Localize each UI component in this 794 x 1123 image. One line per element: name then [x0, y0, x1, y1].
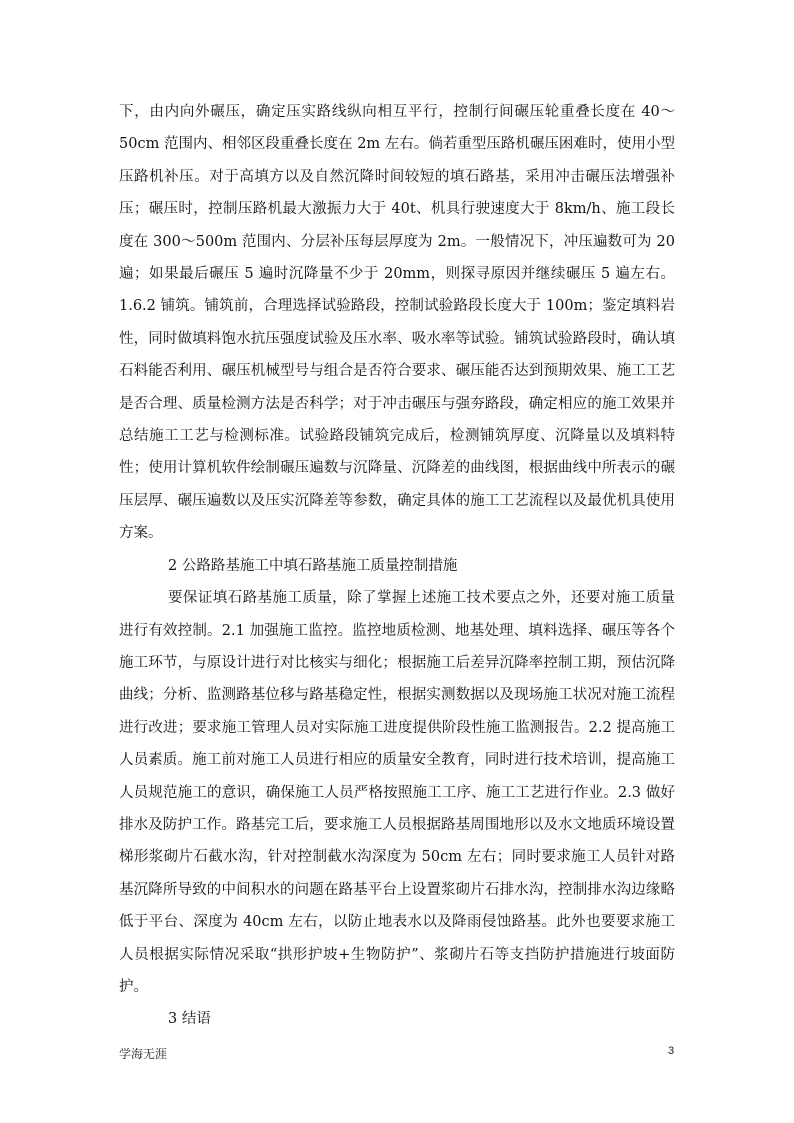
section-heading-2: 2 公路路基施工中填石路基施工质量控制措施 — [168, 557, 458, 574]
footer-text: 学海无涯 — [119, 1047, 168, 1061]
body-paragraph-quality-control: 要保证填石路基施工质量，除了掌握上述施工技术要点之外，还要对施工质量进行有效控制。2.1 加强施工监控。监控地质检测、地基处理、填料选择、碾压等各个施工环节，与原设计进行对比核实与细化；根据施工后差异沉降率控制工期，预估沉降曲线；分析、监测路基位移与路基稳定性，根据实测数据以及现场施工状况对施工流程进行改进；要求施工管理人员对实际施工进度提供阶段性施工监测报告。2.2 提高施工人员素质。施工前对施工人员进行相应的质量安全教育，同时进行技术培训，提高施工人员规范施工的意识，确保施工人员严格按照施工工序、施工工艺进行作业。2.3 做好排水及防护工作。路基完工后，要求施工人员根据路基周围地形以及水文地质环境设置梯形浆砌片石截水沟，针对控制截水沟深度为 50cm 左右；同时要求施工人员针对路基沉降所导致的中间积水的问题在路基平台上设置浆砌片石排水沟，控制排水沟边缘略低于平台、深度为 40cm 左右，以防止地表水以及降雨侵蚀路基。此外也要要求施工人员根据实际情况采取“拱形护坡+生物防护”、浆砌片石等支挡防护措施进行坡面防护。 — [119, 590, 675, 995]
document-body — [119, 96, 675, 1036]
page-number: 3 — [668, 1045, 675, 1057]
section-heading-3: 3 结语 — [168, 1011, 211, 1028]
body-paragraph: 下，由内向外碾压，确定压实路线纵向相互平行，控制行间碾压轮重叠长度在 40～50cm 范围内、相邻区段重叠长度在 2m 左右。倘若重型压路机碾压困难时，使用小型压路机补压。对于高填方以及自然沉降时间较短的填石路基，采用冲击碾压法增强补压；碾压时，控制压路机最大激振力大于 40t、机具行驶速度大于 8km/h、施工段长度在 300～500m 范围内、分层补压每层厚度为 2m。一般情况下，冲压遍数可为 20 遍；如果最后碾压 5 遍时沉降量不少于 20mm，则探寻原因并继续碾压 5 遍左右。1.6.2 铺筑。铺筑前，合理选择试验路段，控制试验路段长度大于 100m；鉴定填料岩性，同时做填料饱水抗压强度试验及压水率、吸水率等试验。铺筑试验路段时，确认填石料能否利用、碾压机械型号与组合是否符合要求、碾压能否达到预期效果、施工工艺是否合理、质量检测方法是否科学；对于冲击碾压与强夯路段，确定相应的施工效果并总结施工工艺与检测标准。试验路段铺筑完成后，检测铺筑厚度、沉降量以及填料特性；使用计算机软件绘制碾压遍数与沉降量、沉降差的曲线图，根据曲线中所表示的碾压层厚、碾压遍数以及压实沉降差等参数，确定具体的施工工艺流程以及最优机具使用方案。 — [119, 104, 675, 542]
